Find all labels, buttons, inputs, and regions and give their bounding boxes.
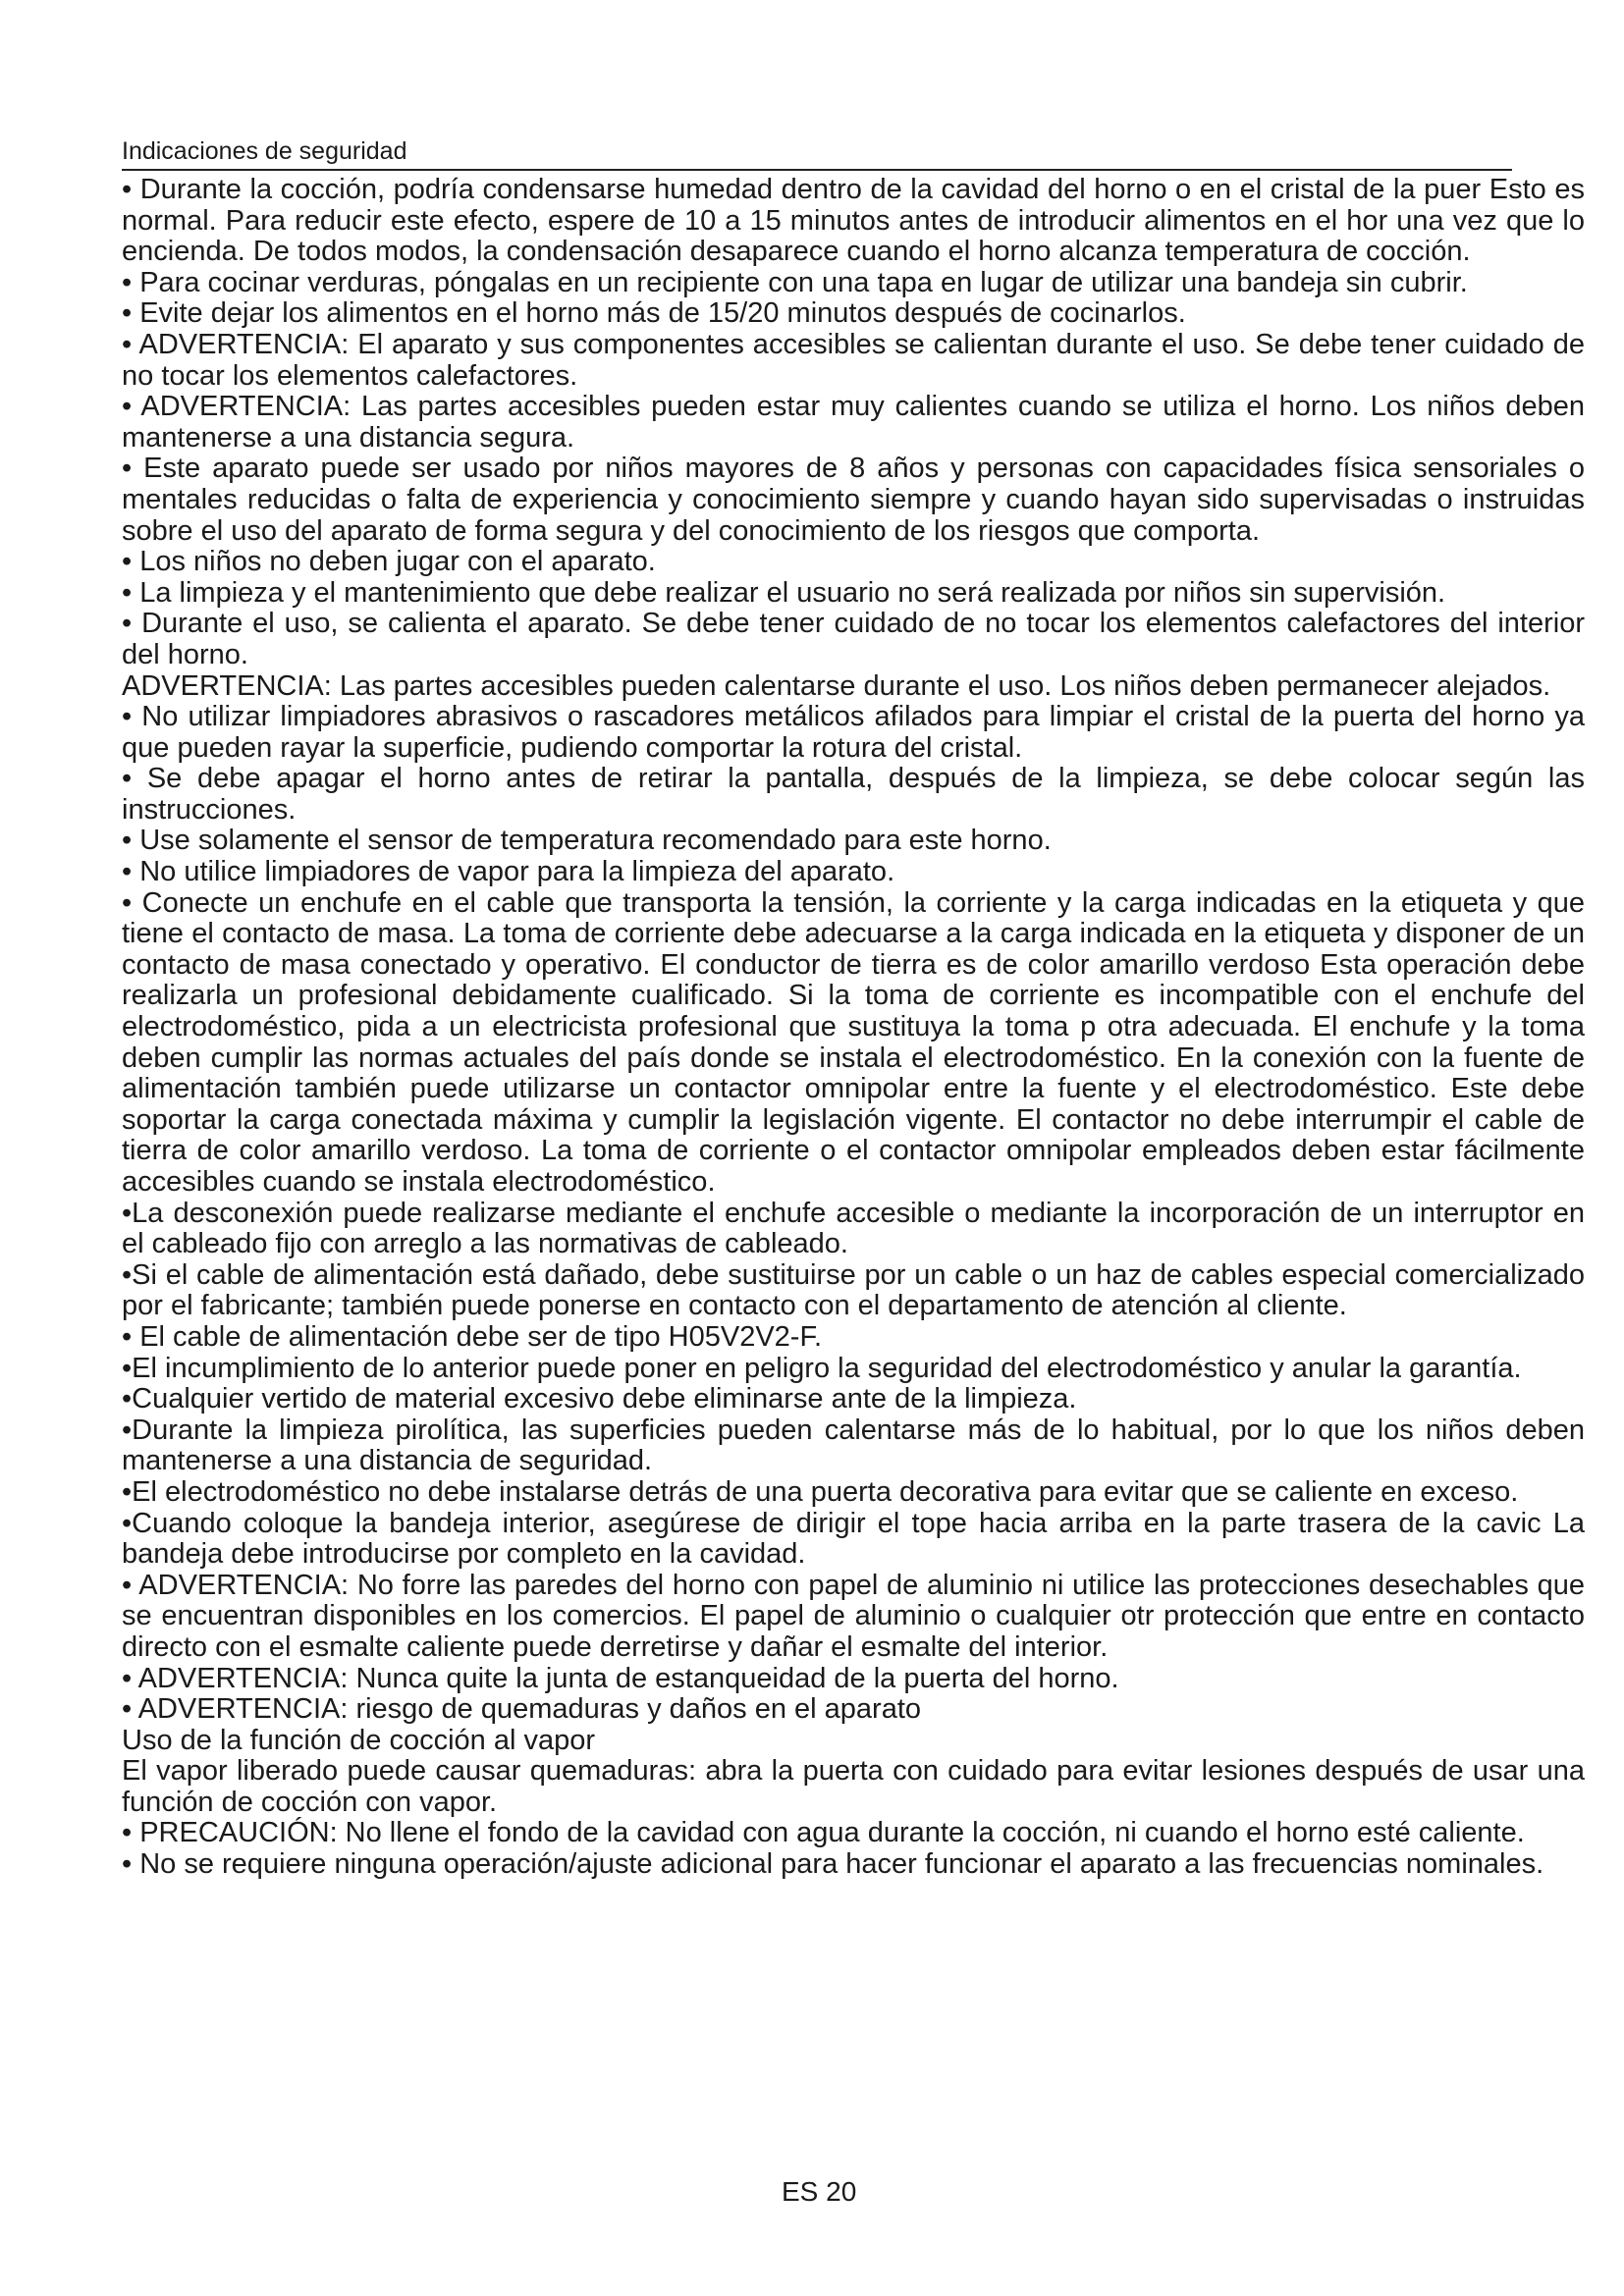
paragraph: • Para cocinar verduras, póngalas en un recipiente con una tapa en lugar de utilizar una bandeja sin cubrir.	[122, 266, 1468, 298]
paragraph: • No utilice limpiadores de vapor para la limpieza del aparato.	[122, 856, 895, 888]
paragraph: El vapor liberado puede causar quemaduras: abra la puerta con cuidado para evitar lesiones después de usar una función de cocción con vapor.	[122, 1755, 1585, 1818]
paragraph: • El cable de alimentación debe ser de tipo H05V2V2-F.	[122, 1320, 823, 1353]
paragraph: •Cualquier vertido de material excesivo debe eliminarse ante de la limpieza.	[122, 1383, 1077, 1415]
paragraph: • Durante la cocción, podría condensarse humedad dentro de la cavidad del horno o en el cristal de la puer Esto es normal. Para reducir este efecto, espere de 10 a 15 minutos antes de introducir alimentos en el hor una vez que lo encienda. De todos modos, la condensación desaparece cuando el horno alcanza temperatura de cocción.	[122, 174, 1585, 268]
paragraph: • Evite dejar los alimentos en el horno más de 15/20 minutos después de cocinarlos.	[122, 297, 1186, 330]
paragraph: •Si el cable de alimentación está dañado, debe sustituirse por un cable o un haz de cables especial comercializado por el fabricante; también puede ponerse en contacto con el departamento de atención al cliente.	[122, 1258, 1585, 1322]
paragraph: • Use solamente el sensor de temperatura recomendado para este horno.	[122, 825, 1052, 857]
paragraph: • ADVERTENCIA: Las partes accesibles pueden estar muy calientes cuando se utiliza el horno. Los niños deben mantenerse a una distancia segura.	[122, 391, 1585, 454]
paragraph: • ADVERTENCIA: Nunca quite la junta de estanqueidad de la puerta del horno.	[122, 1662, 1119, 1694]
paragraph: • PRECAUCIÓN: No llene el fondo de la cavidad con agua durante la cocción, ni cuando el horno esté caliente.	[122, 1817, 1525, 1849]
paragraph: •Cuando coloque la bandeja interior, asegúrese de dirigir el tope hacia arriba en la parte trasera de la cavic La bandeja debe introducirse por completo en la cavidad.	[122, 1507, 1585, 1571]
section-header: Indicaciones de seguridad	[122, 137, 1512, 171]
safety-instructions-body	[122, 175, 1585, 1881]
paragraph: •El incumplimiento de lo anterior puede poner en peligro la seguridad del electrodoméstico y anular la garantía.	[122, 1352, 1522, 1384]
paragraph: ADVERTENCIA: Las partes accesibles pueden calentarse durante el uso. Los niños deben permanecer alejados.	[122, 669, 1551, 702]
paragraph: • No se requiere ninguna operación/ajuste adicional para hacer funcionar el aparato a las frecuencias nominales.	[122, 1848, 1544, 1881]
paragraph: • ADVERTENCIA: riesgo de quemaduras y daños en el aparato	[122, 1693, 922, 1726]
paragraph: • ADVERTENCIA: No forre las paredes del horno con papel de aluminio ni utilice las protecciones desechables que se encuentran disponibles en los comercios. El papel de aluminio o cualquier otr protección que entre en contacto directo con el esmalte caliente puede derretirse y dañar el esmalte del interior.	[122, 1569, 1585, 1663]
paragraph: •El electrodoméstico no debe instalarse detrás de una puerta decorativa para evitar que se caliente en exceso.	[122, 1475, 1519, 1508]
paragraph: • Se debe apagar el horno antes de retirar la pantalla, después de la limpieza, se debe colocar según las instrucciones.	[122, 763, 1585, 826]
document-page	[122, 137, 1595, 1881]
paragraph: • Conecte un enchufe en el cable que transporta la tensión, la corriente y la carga indicadas en la etiqueta y que tiene el contacto de masa. La toma de corriente debe adecuarse a la carga indicada en la etiqueta y disponer de un contacto de masa conectado y operativo. El conductor de tierra es de color amarillo verdoso Esta operación debe realizarla un profesional debidamente cualificado. Si la toma de corriente es incompatible con el enchufe del electrodoméstico, pida a un electricista profesional que sustituya la toma p otra adecuada. El enchufe y la toma deben cumplir las normas actuales del país donde se instala el electrodoméstico. En la conexión con la fuente de alimentación también puede utilizarse un contactor omnipolar entre la fuente y el electrodoméstico. Este debe soportar la carga conectada máxima y cumplir la legislación vigente. El contactor no debe interrumpir el cable de tierra de color amarillo verdoso. La toma de corriente o el contactor omnipolar empleados deben estar fácilmente accesibles cuando se instala electrodoméstico.	[122, 886, 1585, 1198]
paragraph: • ADVERTENCIA: El aparato y sus componentes accesibles se calientan durante el uso. Se debe tener cuidado de no tocar los elementos calefactores.	[122, 328, 1585, 392]
paragraph: • Durante el uso, se calienta el aparato. Se debe tener cuidado de no tocar los elementos calefactores del interior del horno.	[122, 608, 1585, 670]
paragraph: • Este aparato puede ser usado por niños mayores de 8 años y personas con capacidades física sensoriales o mentales reducidas o falta de experiencia y conocimiento siempre y cuando hayan sido supervisadas o instruidas sobre el uso del aparato de forma segura y del conocimiento de los riesgos que comporta.	[122, 453, 1585, 547]
paragraph: • La limpieza y el mantenimiento que debe realizar el usuario no será realizada por niños sin supervisión.	[122, 576, 1446, 609]
paragraph: •La desconexión puede realizarse mediante el enchufe accesible o mediante la incorporación de un interruptor en el cableado fijo con arreglo a las normativas de cableado.	[122, 1197, 1585, 1260]
paragraph: • Los niños no deben jugar con el aparato.	[122, 546, 656, 578]
subheading: Uso de la función de cocción al vapor	[122, 1724, 596, 1756]
paragraph: • No utilizar limpiadores abrasivos o rascadores metálicos afilados para limpiar el cristal de la puerta del horno ya que pueden rayar la superficie, pudiendo comportar la rotura del cristal.	[122, 701, 1585, 764]
paragraph: •Durante la limpieza pirolítica, las superficies pueden calentarse más de lo habitual, por lo que los niños deben mantenerse a una distancia de seguridad.	[122, 1414, 1585, 1477]
page-number: ES 20	[782, 2176, 857, 2207]
